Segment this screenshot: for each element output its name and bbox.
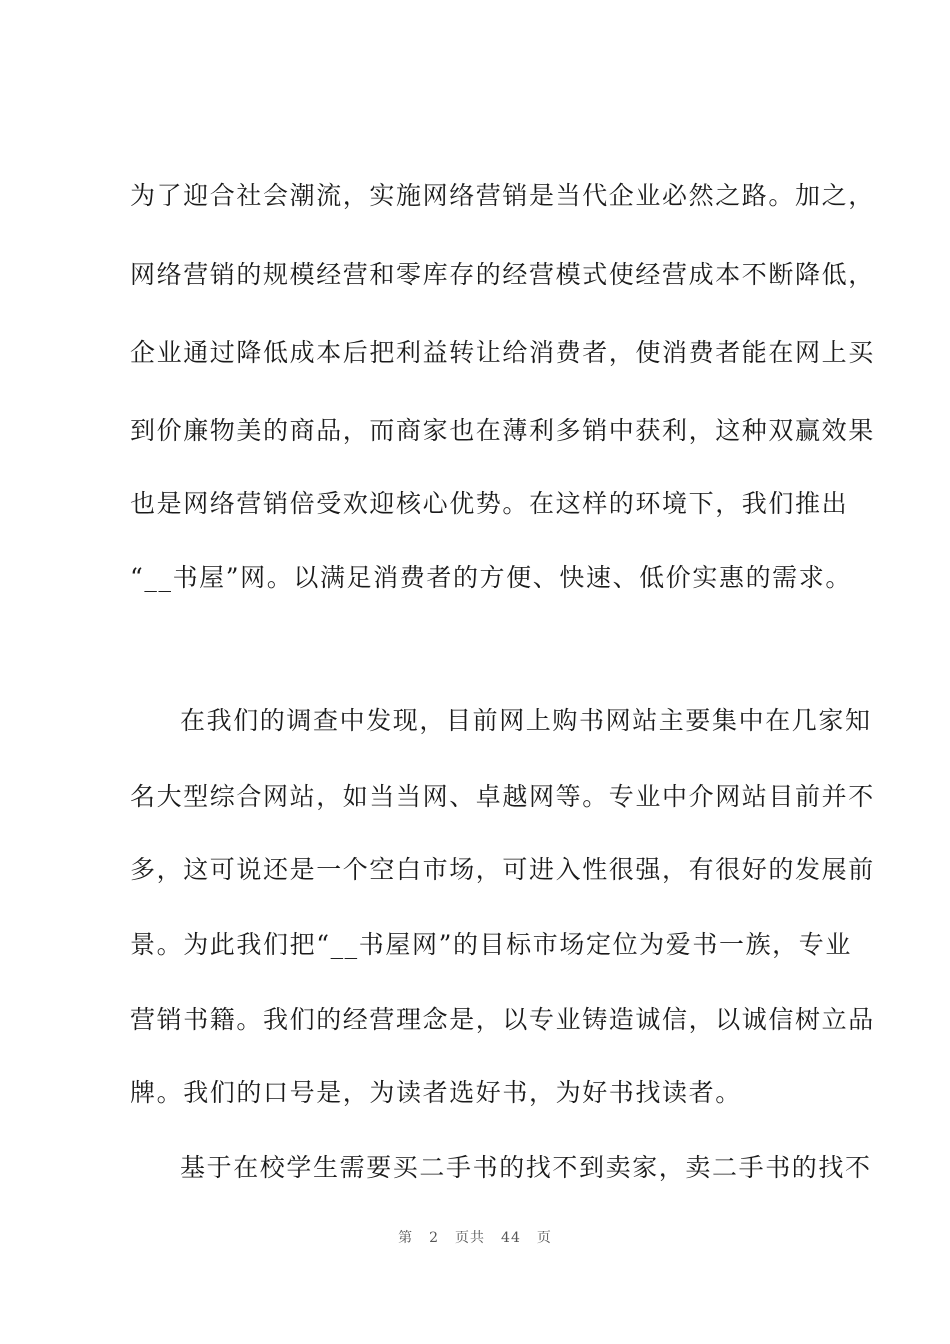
paragraph-2-line-1: 在我们的调查中发现，目前网上购书网站主要集中在几家知 xyxy=(180,706,872,735)
footer-total-pages: 44 xyxy=(501,1230,521,1246)
paragraph-2-line-6: 牌。我们的口号是，为读者选好书，为好书找读者。 xyxy=(130,1078,742,1107)
footer-prefix: 第 xyxy=(398,1230,414,1246)
paragraph-1-line-3: 企业通过降低成本后把利益转让给消费者，使消费者能在网上买 xyxy=(130,338,875,367)
paragraph-3-line-1: 基于在校学生需要买二手书的找不到卖家，卖二手书的找不 xyxy=(180,1153,872,1182)
paragraph-2-line-5: 营销书籍。我们的经营理念是，以专业铸造诚信，以诚信树立品 xyxy=(130,1005,875,1034)
paragraph-1-line-2: 网络营销的规模经营和零库存的经营模式使经营成本不断降低， xyxy=(130,260,875,289)
footer-current-page: 2 xyxy=(429,1230,440,1246)
paragraph-1-line-5: 也是网络营销倍受欢迎核心优势。在这样的环境下，我们推出 xyxy=(130,489,849,518)
paragraph-2-line-2: 名大型综合网站，如当当网、卓越网等。专业中介网站目前并不 xyxy=(130,782,875,811)
footer-middle: 页共 xyxy=(455,1230,486,1246)
paragraph-1-line-4: 到价廉物美的商品，而商家也在薄利多销中获利，这种双赢效果 xyxy=(130,416,875,445)
paragraph-1-line-6: “__书屋”网。以满足消费者的方便、快速、低价实惠的需求。 xyxy=(130,563,852,592)
footer-suffix: 页 xyxy=(536,1230,552,1246)
paragraph-2-line-4: 景。为此我们把“__书屋网”的目标市场定位为爱书一族，专业 xyxy=(130,930,852,959)
paragraph-2-line-3: 多，这可说还是一个空白市场，可进入性很强，有很好的发展前 xyxy=(130,855,875,884)
paragraph-1-line-1: 为了迎合社会潮流，实施网络营销是当代企业必然之路。加之， xyxy=(130,181,875,210)
page-footer xyxy=(0,1227,950,1247)
